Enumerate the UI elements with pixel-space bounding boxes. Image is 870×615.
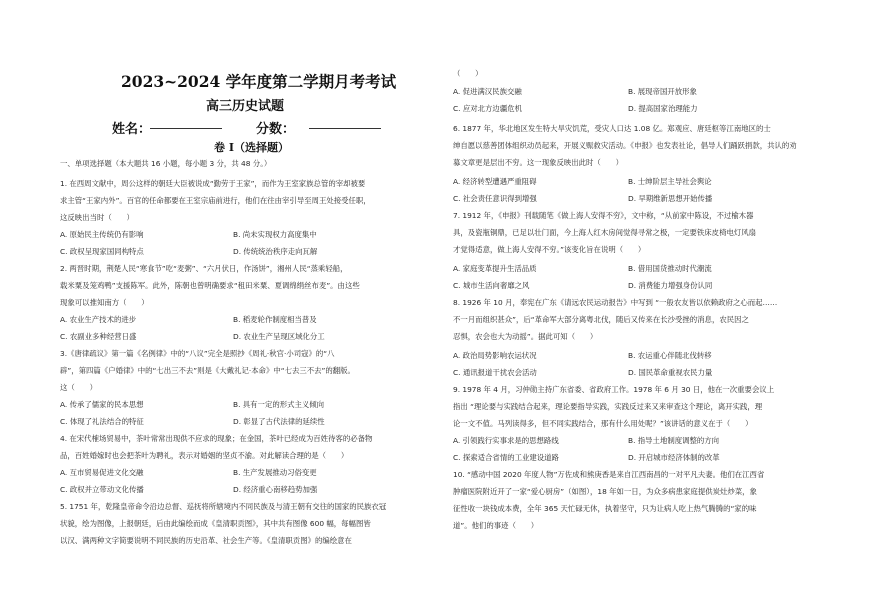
q4-text: 品，百姓婚嫁时也会把茶叶为聘礼，表示对婚姻的坚贞不渝。对此解读合理的是（ ） bbox=[60, 451, 349, 460]
name-blank[interactable] bbox=[150, 117, 222, 129]
q9-text: 论一文不值。马列读得多，但不同实践结合，那有什么用处呢？”该讲话的意义在于（ ） bbox=[453, 419, 753, 428]
q7-text: 具，及瓷瓶铜鼎，已足以壮门面，今上海人红木房间觉得寻常之极，一定要铁床皮椅电灯风扇 bbox=[453, 228, 757, 237]
q1-option-d[interactable]: D. 传统统治秩序走向瓦解 bbox=[233, 247, 318, 256]
q5-option-a[interactable]: A. 促进满汉民族交融 bbox=[453, 87, 522, 96]
q5-option-c[interactable]: C. 应对北方边疆危机 bbox=[453, 104, 522, 113]
q9-option-c[interactable]: C. 探索适合省情的工业建设道路 bbox=[453, 453, 559, 462]
q5-text: 5. 1751 年，乾隆皇帝命令沿边总督、巡抚将所辖境内不同民族及与清王朝有交往的国家的民族衣冠 bbox=[60, 502, 387, 511]
q3-text: 这（ ） bbox=[60, 383, 97, 392]
q3-option-d[interactable]: D. 彰显了古代法律的延续性 bbox=[233, 417, 325, 426]
q5-answer-paren: （ ） bbox=[453, 69, 483, 78]
q6-option-c[interactable]: C. 社会责任意识得到增强 bbox=[453, 194, 537, 203]
q6-option-d[interactable]: D. 早期维新思想开始传播 bbox=[628, 194, 713, 203]
q9-option-b[interactable]: B. 指导土地制度调整的方向 bbox=[628, 436, 720, 445]
q2-option-d[interactable]: D. 农业生产呈现区域化分工 bbox=[233, 332, 325, 341]
q8-option-d[interactable]: D. 国民革命重视农民力量 bbox=[628, 368, 713, 377]
q6-option-a[interactable]: A. 经济转型遭遇严重阻碍 bbox=[453, 177, 537, 186]
q4-option-a[interactable]: A. 互市贸易促进文化交融 bbox=[60, 468, 144, 477]
q4-text: 4. 在宋代榷场贸易中，茶叶常常出现供不应求的现象；在金国，茶叶已经成为百姓待客的必备物 bbox=[60, 434, 373, 443]
exam-subtitle: 高三历史试题 bbox=[206, 99, 285, 114]
q9-option-d[interactable]: D. 开启城市经济体制的改革 bbox=[628, 453, 720, 462]
section-title: 卷 I（选择题） bbox=[214, 141, 289, 154]
q2-option-c[interactable]: C. 农副业多种经营日盛 bbox=[60, 332, 137, 341]
q1-text: 求主管“王家内外”。百官的任命都要在王室宗庙前进行，他们在往由宰引导至周王处接受任职， bbox=[60, 196, 371, 205]
q6-option-b[interactable]: B. 士绅阶层主导社会舆论 bbox=[628, 177, 712, 186]
q6-text: 6. 1877 年，华北地区发生特大旱灾饥荒，受灾人口达 1.08 亿。郑观应、唐廷枢等江南地区的士 bbox=[453, 124, 771, 133]
q7-text: 才觉得适意，做上海人安得不穷。”该变化旨在说明（ ） bbox=[453, 245, 646, 254]
q3-text: 辟”，第四篇《户婚律》中的“七出三不去”则是《大戴礼记·本命》中“七去三不去”的翻版。 bbox=[60, 366, 355, 375]
q4-option-d[interactable]: D. 经济重心南移趋势加强 bbox=[233, 485, 318, 494]
q10-text: 肿瘤医院附近开了一家“爱心厨房”（如图），18 年如一日，为众多病患家庭提供炭灶炒菜，象 bbox=[453, 487, 757, 496]
q5-option-d[interactable]: D. 提高国家治理能力 bbox=[628, 104, 698, 113]
q8-text: 忍惧，农会也大为动摇”。据此可知（ ） bbox=[453, 332, 598, 341]
q2-text: 2. 两晋时期，荆楚人民“寒食节”吃“麦粥”、“六月伏日，作汤饼”，湘州人民“蒸乘轻船， bbox=[60, 264, 348, 273]
name-label: 姓名： bbox=[112, 122, 152, 137]
q7-text: 7. 1912 年，《申报》刊载随笔《做上海人安得不穷》，文中称，“从前家中陈设，不过榆木器 bbox=[453, 211, 754, 220]
q1-text: 这反映出当时（ ） bbox=[60, 213, 134, 222]
q6-text: 募文章更是层出不穷。这一现象反映出此时（ ） bbox=[453, 158, 623, 167]
q10-text: 征性收一块钱成本费，全年 365 天忙碌无休，执着坚守，只为让病人吃上热气腾腾的“家的味 bbox=[453, 504, 757, 513]
q10-text: 10. “感动中国 2020 年度人物”万佐成和熊庚香是来自江西南昌的一对平凡夫妻。他们在江西省 bbox=[453, 470, 765, 479]
q1-option-c[interactable]: C. 政权呈现家国同构特点 bbox=[60, 247, 144, 256]
q2-option-b[interactable]: B. 稻麦轮作制度相当普及 bbox=[233, 315, 317, 324]
q3-option-a[interactable]: A. 传承了儒家的民本思想 bbox=[60, 400, 144, 409]
q2-text: 载米粟及笼鸡鸭”支援陈军。此外，陈朝也曾明确要求“租田米粟、夏调绵绢丝布麦”。由这些 bbox=[60, 281, 360, 290]
q8-option-c[interactable]: C. 通讯报道干扰农会活动 bbox=[453, 368, 537, 377]
q1-option-b[interactable]: B. 尚未实现权力高度集中 bbox=[233, 230, 317, 239]
q3-option-b[interactable]: B. 具有一定的形式主义倾向 bbox=[233, 400, 325, 409]
q2-option-a[interactable]: A. 农业生产技术的进步 bbox=[60, 315, 137, 324]
q6-text: 绅自愿以慈善团体组织动员起来，开展义赈救灾活动。《申报》也发表社论，倡导人们踊跃捐款，共认的劝 bbox=[453, 141, 797, 150]
q3-option-c[interactable]: C. 体现了礼法结合的特征 bbox=[60, 417, 144, 426]
q5-text: 状貌，绘为图像，上报朝廷，后由此编绘而成《皇清职贡图》，其中共有图像 600 幅，每幅图皆 bbox=[60, 519, 371, 528]
q9-text: 9. 1978 年 4 月，习仲勋主持广东省委、省政府工作。1978 年 6 月 30 日，他在一次重要会议上 bbox=[453, 385, 775, 394]
exam-title: 2023~2024 学年度第二学期月考考试 bbox=[121, 72, 397, 91]
q4-option-b[interactable]: B. 生产发展推动习俗变更 bbox=[233, 468, 317, 477]
q2-text: 现象可以推知南方（ ） bbox=[60, 298, 149, 307]
q3-text: 3.《唐律疏议》第一篇《名例律》中的“八议”完全是照抄《周礼·秋官·小司寇》的“八 bbox=[60, 349, 335, 358]
q10-text: 道”。他们的事迹（ ） bbox=[453, 521, 539, 530]
score-label: 分数： bbox=[256, 122, 296, 137]
q8-option-a[interactable]: A. 政治局势影响农运状况 bbox=[453, 351, 537, 360]
q7-option-b[interactable]: B. 借用国货推动时代潮流 bbox=[628, 264, 712, 273]
q9-text: 指出 “理论要与实践结合起来，理论要指导实践，实践反过来又来审查这个理论，离开实践，理 bbox=[453, 402, 763, 411]
q1-option-a[interactable]: A. 原始民主传统仍有影响 bbox=[60, 230, 144, 239]
q9-option-a[interactable]: A. 引领践行实事求是的思想路线 bbox=[453, 436, 559, 445]
q7-option-d[interactable]: D. 消费能力增强身份认同 bbox=[628, 281, 713, 290]
q8-option-b[interactable]: B. 农运重心伴随北伐转移 bbox=[628, 351, 712, 360]
q8-text: 不一月而组织甚众”，后“革命军大部分离粤北伐，随后又传来在长沙受挫的消息，农民因之 bbox=[453, 315, 749, 324]
q1-text: 1. 在西周文献中，周公这样的朝廷大臣被说成“勤劳于王家”，而作为王室家族总管的宰却被要 bbox=[60, 179, 366, 188]
q7-option-a[interactable]: A. 家庭变革提升生活品质 bbox=[453, 264, 537, 273]
q7-option-c[interactable]: C. 城市生活向奢靡之风 bbox=[453, 281, 530, 290]
q8-text: 8. 1926 年 10 月，奉宪在广东《请远农民运动报告》中写到 “一般农友皆以依赖政府之心而起…… bbox=[453, 298, 778, 307]
q5-text: 以汉、满两种文字简要说明不同民族的历史沿革、社会生产等。《皇清职贡图》的编绘意在 bbox=[60, 536, 352, 545]
score-blank[interactable] bbox=[309, 117, 381, 129]
q5-option-b[interactable]: B. 展现帝国开放形象 bbox=[628, 87, 697, 96]
q4-option-c[interactable]: C. 政权并立带动文化传播 bbox=[60, 485, 144, 494]
question-part-heading: 一、单项选择题（本大题共 16 小题，每小题 3 分，共 48 分。） bbox=[60, 159, 272, 168]
